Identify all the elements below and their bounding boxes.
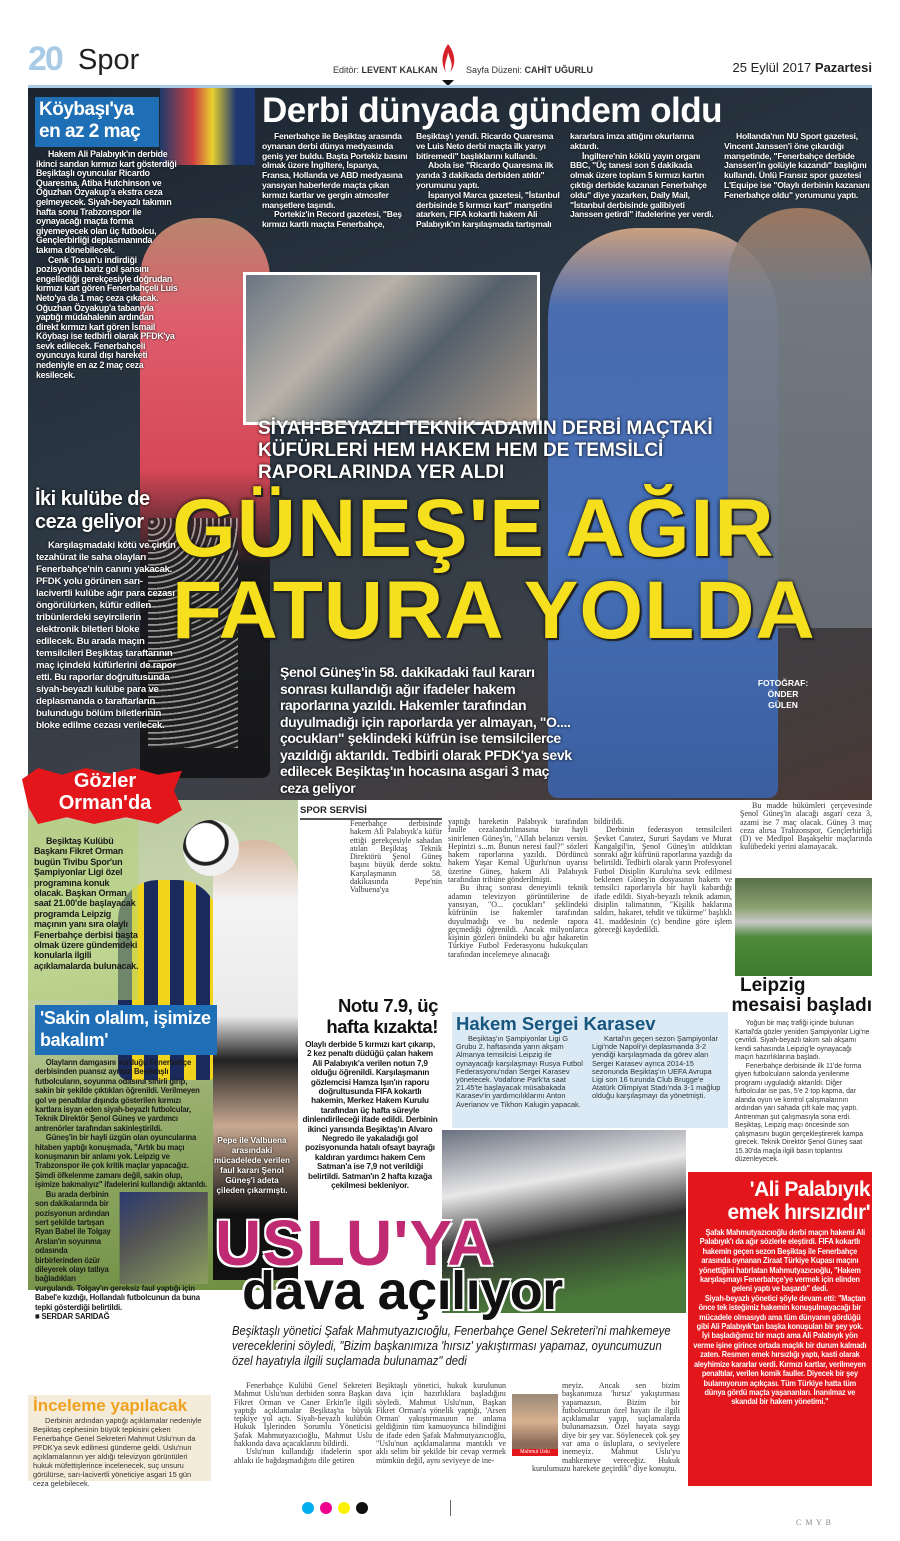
notu-box: [302, 995, 438, 1193]
ali-title-line-2: emek hırsızıdır': [727, 1201, 870, 1224]
derbi-paragraph: Portekiz'in Record gazetesi, "Beş kırmızı kartlı maçta Fenerbahçe, Beşiktaş'ı yendi. Ricardo Quaresma ve Luis Neto derbi maçta ilk yarıyı bitiremedi" başlıklarını kullandı.: [262, 131, 554, 230]
inceleme-box: [28, 1395, 211, 1488]
registration-mark-icon: [450, 1500, 462, 1516]
tunnel-photo: [120, 1192, 208, 1284]
layout-label: Sayfa Düzeni:: [466, 65, 523, 75]
koybasi-title-box: [35, 97, 159, 147]
inceleme-title: İnceleme yapılacak: [33, 1396, 188, 1415]
derbi-paragraph: Hollanda'nın NU Sport gazetesi, Vincent Janssen'i öne çıkardığı manşetinde, "Fenerbahçe derbide Janssen'in golüyle kazandı" başlığını kullandı. Ünlü Fransız spor gazetesi L'Equipe ise "Olaylı derbinin kazananı Fenerbahçe oldu" yorumunu yaptı.: [724, 131, 870, 200]
derbi-title: Derbi dünyada gündem oldu: [262, 91, 723, 130]
uslu-headline-line-1: USLU'YA: [215, 1207, 495, 1279]
karasev-col-1: Beşiktaş'ın Şampiyonlar Ligi G Grubu 2. haftasında yarın akşam Almanya temsilcisi Leipzig ile oynayacağı karşılaşmayı Rusya Futbol Federasyonu'ndan Sergei Karasev yönetecek. Vodafone Park'ta saat 21.45'te başlayacak müsabakada Karasev'in yardımcılıklarını Anton Averianov ve Tikhon Kalugin yapacak.: [456, 1034, 583, 1109]
leipzig-training-photo: [735, 878, 872, 976]
gozler-title-line-1: Gözler: [73, 770, 137, 792]
derbi-paragraph: İngiltere'nin köklü yayın organı BBC, "Üç tanesi son 5 dakikada olmak üzere toplam 5 kırmızı kartın çıktığı derbide kazanan Fenerbahçe oldu" diye yazarken, Daily Mail, "İstanbul derbisinde galibiyeti Janssen getirdi" ifadelerine yer verdi.: [570, 150, 714, 220]
ali-paragraph: Şafak Mahmutyazıcıoğlu derbi maçın hakemi Ali Palabıyık'ı da ağır sözlerle eleştirdi. FIFA kokartlı hakemin geçen sezon Beşiktaş ile Fenerbahçe arasında oynanan Ziraat Türkiye Kupası maçını yönettiğini hatırlatan Mahmutyazıcıoğlu, "Hakem karşılaşmayı Fenerbahçe'ye vermek için elinden geleni yaptı ve başardı" dedi.: [699, 1228, 866, 1294]
ali-title-line-1: 'Ali Palabıyık: [749, 1178, 870, 1201]
magenta-dot-icon: [320, 1502, 332, 1514]
main-lede: Şenol Güneş'in 58. dakikadaki faul kararı sonrası kullandığı ağır ifadeler hakem raporlarına yazıldı. Hakemler tarafından duyulmadığı için raporlarda yer almayan, "O.... çocukları" şeklindeki küfrün ise temsilcilerce yazıldığı aktarıldı. Tedbirli olarak PFDK'ya sevk edilecek Beşiktaş'ın hocasına asgari 3 maç ceza geliyor: [280, 664, 572, 796]
notu-body: Olaylı derbide 5 kırmızı kart çıkarıp, 2 kez penaltı düdüğü çalan hakem Ali Palabıyık'a verilen notun 7,9 olduğu öğrenildi. Karşılaşmanın gözlemcisi Hamza Işın'ın raporu doğrultusunda FIFA kokartlı hakemin, Merkez Hakem Kurulu tarafından üç hafta süreyle dinlendirileceği ifade edildi. Derbinin ikinci yarısında Beşiktaş'ın Alvaro Negredo ile yakaladığı gol pozisyonunda hatalı ofsayt bayrağı kaldıran yardımcı hakem Cem Satman'a ise 7,9 not verildiği belirtildi. Satman'ın 2 hafta kızağa çekilmesi bekleniyor.: [302, 1040, 438, 1191]
ali-body: [693, 1228, 867, 1407]
page-header: [28, 40, 872, 86]
main-article-paragraph: bildirildi.: [594, 817, 624, 826]
koybasi-body: [36, 150, 178, 380]
byline-square-icon: ■: [35, 1310, 42, 1321]
karasev-col-2: Kartal'ın geçen sezon Şampiyonlar Ligi'nde Napoli'yi deplasmanda 3-2 yendiği karşılaşmada da görev alan Sergei Karasev ayrıca 2014-15 sezonunda Beşiktaş'ın UEFA Avrupa Ligi son 16 turunda Club Brugge'e Atatürk Olimpiyat Stadı'nda 3-1 mağlup olduğu karşılaşmayı da yönetmişti.: [592, 1034, 721, 1101]
uslu-col-3: [532, 1382, 680, 1473]
koybasi-paragraph: Cenk Tosun'u indirdiği pozisyonda bariz gol şansını engellediği gerekçesiyle doğrudan kırmızı kart gören Fenerbahçeli Luis Neto'ya da 1 maç ceza çıkacak. Oğuzhan Özyakup'a tabanıyla yaptığı müdahalenin ardından direkt kırmızı kart gören İsmail Köybaşı ise tedbirli olarak PFDK'ya sevk edilecek. Fenerbahçeli oyuncuya kural dışı hareketi nedeniyle en az 2 maç ceza kesilecek.: [36, 254, 178, 380]
gozler-body: Beşiktaş Kulübü Başkanı Fikret Orman bugün Tivibu Spor'un Şampiyonlar Ligi özel programına konuk olacak. Başkan Orman saat 21.00'de başlayacak programda Leipzig maçının yanı sıra olaylı Fenerbahçe derbisi başta olmak üzere gündemdeki konularla ilgili açıklamalarda bulunacak.: [34, 836, 139, 971]
koybasi-title: Köybaşı'ya en az 2 maç: [39, 99, 141, 142]
main-headline: [172, 483, 872, 656]
headline-line-1: GÜNEŞ'E AĞIR: [172, 483, 775, 574]
derbi-paragraph: Fenerbahçe ile Beşiktaş arasında oynanan derbi dünya medyasında geniş yer buldu. Başta Portekiz basını olmak üzere İngiltere, İspanya, Fransa, Hollanda ve ABD medyasına yansıyan haberlerde maçta çıkan kırmızı kartlar ve gergin atmosfer manşetlere taşındı.: [262, 131, 408, 210]
leipzig-title: [722, 976, 872, 1016]
flame-logo-icon: [436, 40, 460, 86]
main-deck: SİYAH-BEYAZLI TEKNİK ADAMIN DERBİ MAÇTAKİ KÜFÜRLERİ HEM HAKEM HEM DE TEMSİLCİ RAPORLARINDA YER ALDI: [258, 418, 713, 483]
derbi-paragraph: İspanyol Marca gazetesi, "İstanbul derbisinde 5 kırmızı kart" manşetini atarken, FIFA kokartlı hakem Ali Palabıyık'ın karşılaşmada tartışmalı kararlara imza attığını okurlarına aktardı.: [416, 131, 694, 230]
cyan-dot-icon: [302, 1502, 314, 1514]
ali-title: [690, 1178, 870, 1224]
weekday: Pazartesi: [814, 60, 872, 75]
uslu-col-1: [234, 1382, 372, 1465]
cmyb-mark: C M Y B: [796, 1518, 832, 1527]
layout-name: CAHİT UĞURLU: [524, 65, 594, 75]
main-article-col-2: [448, 818, 588, 959]
uslu-paragraph: Fenerbahçe Kulübü Genel Sekreteri Mahmut Uslu'nun derbiden sonra Başkan Fikret Orman ve Caner Erkin'le ilgili yaptığı açıklamalar Beşiktaş'ta büyük tepkiye yol açtı. Siyah-beyazlı kulübün Hukuk İşlerinden Sorumlu Yöneticisi Şafak Mahmutyazıcıoğlu, Mahmut Uslu hakkında dava açacaklarını bildirdi.: [234, 1381, 372, 1449]
uslu-paragraph: Uslu'nun kullandığı ifadelerin spor ahlakı ile bağdaşmadığını dile getiren: [234, 1447, 372, 1465]
main-article-paragraph: Bu ihraç sonrası deneyimli teknik adamın televizyon görüntülerine de yansıyan, "O... çocukları" şeklindeki küfrünün ise hakemler tarafından duyulmadığı ve bu nedenle rapora geçmediği öğrenildi. Ancak milyonlarca kişinin gözleri önündeki bu ağır hakaretin Türkiye Futbol Federasyonu hukukçuları tarafından incelemeye alınacağı: [448, 883, 588, 959]
section-name: Spor: [78, 44, 140, 76]
sakin-paragraph: Güneş'in bir hayli üzgün olan oyuncularına hitaben yaptığı konuşmada, "Artık bu maçı konuşmanın bir anlamı yok. Leipzig ve Trabzonspor ile çok kritik maçlar yapacağız. Şimdi öfkelenme zamanı değil, sakin olup, işimize bakmalıyız" ifadelerini kullandığı aktarıldı.: [35, 1132, 208, 1190]
main-article-paragraph: Derbinin federasyon temsilcileri Şevket Canıtez, Sururi Saydam ve Murat Kangalgil'in, Şenol Güneş'in atıldıktan sonraki ağır küfrünü raporlarına yazdığı da belirtildi. Tedbirli olarak yarın Profesyonel Futbol Disiplin Kurulu'na sevk edilmesi beklenen Güneş'in dosyasının hakem ve temsilci raporlarıyla bir hayli kabardığı ifade edildi. Siyah-beyazlı teknik adamın, disiplin talimatının, "Kişilik haklarına saldırı, hakaret, tehdit ve tükürme" başlıklı 41. maddesinin (c) bendine göre işlem göreceği kaydedildi.: [594, 825, 732, 934]
gozler-title: [30, 770, 180, 814]
sakin-byline: [35, 1312, 208, 1321]
main-article-col1-text: Fenerbahçe derbisinde hakem Ali Palabıyık'a küfür ettiği gerekçesiyle sahadan atılan Beşiktaş Teknik Direktörü Şenol Güneş başını büyük derde soktu. Karşılaşmanın 58. dakikasında Pepe'nin Valbuena'ya: [350, 819, 442, 895]
portrait-wrap-space: [532, 1392, 562, 1460]
leipzig-paragraph: Yoğun bir maç trafiği içinde bulunan Kartal'da gözler yeniden Şampiyonlar Ligi'ne çevrildi. Siyah-beyazlı takım salı akşamı kendi sahasında Leipzig'le oynayacağı maçın hazırlıklarına başladı.: [735, 1018, 870, 1061]
editor-label: Editör:: [333, 65, 360, 75]
sakin-byline-text: SERDAR SARIDAĞ: [41, 1310, 110, 1321]
byline: SPOR SERVİSİ: [300, 805, 367, 816]
iki-kulube-body: Karşılaşmadaki kötü ve çirkin tezahürat ile saha olayları Fenerbahçe'nin canını yakacak. PFDK yolu görünen sarı-lacivertli kulübe ağır para cezası öngörülürken, küfür edilen tribünlerdeki seyircilerin elektronik biletleri bloke edilecek. Bu arada maçın temsilcileri Beşiktaş taraftarının maç içindeki küfürlerini de rapor etti. Bu raporlar doğrultusunda siyah-beyazlı kulübe para ve deplasmanda o taraftarların bulunduğu bölüm biletlerinin bloke edilme cezası verilecek.: [36, 540, 176, 731]
sakin-paragraph: Olayların damgasını vurduğu Fenerbahçe derbisinden puansız ayrılan Beşiktaşlı futbolcuların, soyunma odasına sinirli girip, sakin bir şekilde çıktıkları öğrenildi. Verilmeyen gol ve penaltılar dışında gösterilen kırmızı kartlara isyan eden siyah-beyazlı futbolcular, Teknik Direktör Şenol Güneş ve yardımcı antrenörler tarafından sakinleştirildi.: [35, 1057, 200, 1133]
headline-line-2: FATURA YOLDA: [172, 565, 816, 656]
uslu-headline-line-2: dava açılıyor: [242, 1261, 563, 1321]
editor-name: LEVENT KALKAN: [361, 65, 438, 75]
leipzig-title-line-1: Leipzig: [740, 975, 806, 996]
print-color-dots: [302, 1502, 368, 1514]
leipzig-paragraph: Fenerbahçe derbisinde ilk 11'de forma giyen futbolcuların salonda yenilenme programı uyguladığı aktarıldı. Diğer futbolcular ise pas, 5'e 2 top kapma, dar alanda oyun ve kontrol çalışmalarının ardından yarı sahada çift kale maç yaptı. Antrenman şut çalışmasıyla sona erdi. Beşiktaş, Leipzig maçı öncesinde son çalışmasını bugün gerçekleştirerek kampa girecek. Teknik Direktör Şenol Güneş saat 15.30'da maçla ilgili basın toplantısı düzenleyecek.: [735, 1060, 864, 1163]
layout-credit: [466, 65, 593, 75]
karasev-box: [452, 1012, 728, 1128]
main-article-paragraph: yaptığı hareketin Palabıyık tarafından faulle cezalandırılmasına bir hayli sinirlenen Güneş'in, "Allah belanızı versin. Hepinizi s...m. Bunun neresi faul?" sözleri hakem raporlarına yazıldı. Dördüncü hakem Yaşar Kemal Uğurlu'nun uyarısı üzerine Güneş, hakem Ali Palabıyık tarafından tribüne gönderilmişti.: [448, 817, 588, 885]
leipzig-title-line-2: mesaisi başladı: [731, 995, 872, 1016]
gozler-title-line-2: Orman'da: [58, 792, 152, 814]
uslu-deck: Beşiktaşlı yönetici Şafak Mahmutyazıcıoğlu, Fenerbahçe Genel Sekreteri'ni mahkemeye vereceklerini söyledi, "Bizim başkanımıza 'hırsız' yakıştırması yapamaz, oyuncumuzun özel hayatıyla ilgili suçlamada bulunamaz" dedi: [232, 1324, 671, 1368]
pepe-caption: Pepe ile Valbuena arasındaki mücadelede verilen faul kararı Şenol Güneş'i adeta çileden çıkarmıştı.: [214, 1136, 290, 1195]
page-number: 20: [28, 40, 62, 78]
football-icon: [183, 820, 239, 876]
derbi-paragraph: Abola ise "Ricardo Quaresma ilk yarıda 3 dakikada derbiden atıldı" yorumunu yaptı.: [416, 160, 554, 190]
derbi-body: [262, 132, 870, 270]
crowd-inset-photo: [243, 272, 540, 425]
koybasi-paragraph: Hakem Ali Palabıyık'ın derbide ikinci sarıdan kırmızı kart gösterdiği Beşiktaşlı oyuncular Ricardo Quaresma, Atiba Hutchinson ve Oğuzhan Özyakup'a ekstra ceza gelmeyecek. Siyah-beyazlı takımın hafta sonu Trabzonspor ile oynayacağı maçta forma giyemeyecek olan üç futbolcu, Gençlerbirliği deplasmanında takıma dönebilecek.: [36, 149, 177, 255]
main-article-col-3: [594, 818, 732, 934]
main-article-byline: [300, 800, 442, 820]
editor-credit: [333, 65, 438, 75]
photo-credit: FOTOĞRAF: ÖNDER GÜLEN: [757, 678, 809, 710]
uslu-col-2: Beşiktaşlı yönetici, hukuk kurulunun dava için hazırlıklara başladığını söyledi. Mahmut Uslu'nun, Başkan Fikret Orman'a yönelik yaptığı, 'Arsen Orman' yakıştırmasının ne anlama geldiğinin tüm kamuoyunca bilindiğini de ifade eden Şafak Mahmutyazıcıoğlu, "Uslu'nun açıklamalarına mantıklı ve aklı selim bir şekilde bir cevap vermek mümkün değil, aynı seviyeye de ine-: [376, 1381, 506, 1465]
inceleme-body: Derbinin ardından yaptığı açıklamalar nedeniyle Beşiktaş cephesinin büyük tepkisini çeken Fenerbahçe Genel Sekreteri Mahmut Uslu'nun da PFDK'ya sevk edilmesi gündeme geldi. Uslu'nun açıklamalarının yer aldığı televizyon görüntüleri hukuk müfettişlerince incelenecek, suç unsuru görülürse, sarı-lacivertli yöneticiye asgari 15 gün ceza gelebilecek.: [33, 1416, 202, 1488]
ali-paragraph: Siyah-beyazlı yönetici şöyle devam etti: "Maçtan önce tek isteğimiz hakemin konuşulmayacağı bir mücadele olmasıydı ama tüm dünyanın gördüğü gibi Ali Palabıyık'tan başka konuşulan bir şey yok. İyi başladığımız bir maçtı ama Ali Palabıyık yön verme işine girince ortada maçlık bir durum kalmadı zaten. Resmen emek hırsızlığı yaptı, kasti olarak aleyhimize kararlar verdi. Kırmızı kartlar, verilmeyen penaltılar, verilen komik fauller. Diyecek bir şey bulamıyorum açıkçası. Tüm Türkiye hatta tüm dünya gördü maçta yaşananları. İnanılmaz ve skandal bir hakem yönetimi.": [693, 1293, 867, 1407]
sakin-title-box: [35, 1005, 217, 1055]
notu-title: Notu 7.9, üç hafta kızakta!: [326, 995, 438, 1037]
sakin-title: 'Sakin olalım, işimize bakalım': [40, 1008, 211, 1050]
leipzig-body: [735, 1019, 872, 1164]
main-article-col-1: [350, 820, 442, 895]
uslu-col3-text: meyiz. Ancak sen bizim başkanımıza 'hırsız' yakıştırması yapamazsın. Bizim bir futbolcumuzun özel hayatı ile ilgili açıklamalar yapıp, suçlamalarda bulunamazsın. Özel hayata saygı diye bir şey var. Söylenecek çok şey var ama o üsluplara, o seviyelere inemeyiz. Mahmut Uslu'yu mahkemeye vereceğiz. Hukuk kurulumuzu harekete geçirdik" diye konuştu.: [532, 1381, 680, 1473]
main-article-col-4: Bu madde hükümleri çerçevesinde Şenol Güneş'in alacağı asgari ceza 3, azami ise 7 maç olacak. Güneş 3 maç ceza alırsa Trabzonspor, Gençlerbirliği (D) ve Medipol Başakşehir maçlarında kulübedeki yerini alamayacak.: [740, 801, 872, 852]
black-dot-icon: [356, 1502, 368, 1514]
sakin-paragraph: Bu arada derbinin son dakikalarında bir pozisyonun ardından sert şekilde tartışan Ryan Babel ile Tolgay Arslan'ın soyunma odasında birbirlerinden özür dileyerek olayı tatlıya bağladıkları vurgulandı. Tolgay'ın gereksiz faul yaptığı için Babel'e kızdığı, Hollandalı futbolcunun da buna tepki gösterdiği belirtildi.: [35, 1188, 200, 1312]
issue-date: [733, 60, 873, 75]
iki-kulube-title: İki kulübe de ceza geliyor: [35, 488, 150, 533]
yellow-dot-icon: [338, 1502, 350, 1514]
date: 25 Eylül 2017: [732, 60, 812, 75]
sakin-body: [35, 1058, 208, 1321]
karasev-title: Hakem Sergei Karasev: [456, 1013, 656, 1034]
portrait-caption: Mahmut Uslu: [512, 1449, 558, 1456]
